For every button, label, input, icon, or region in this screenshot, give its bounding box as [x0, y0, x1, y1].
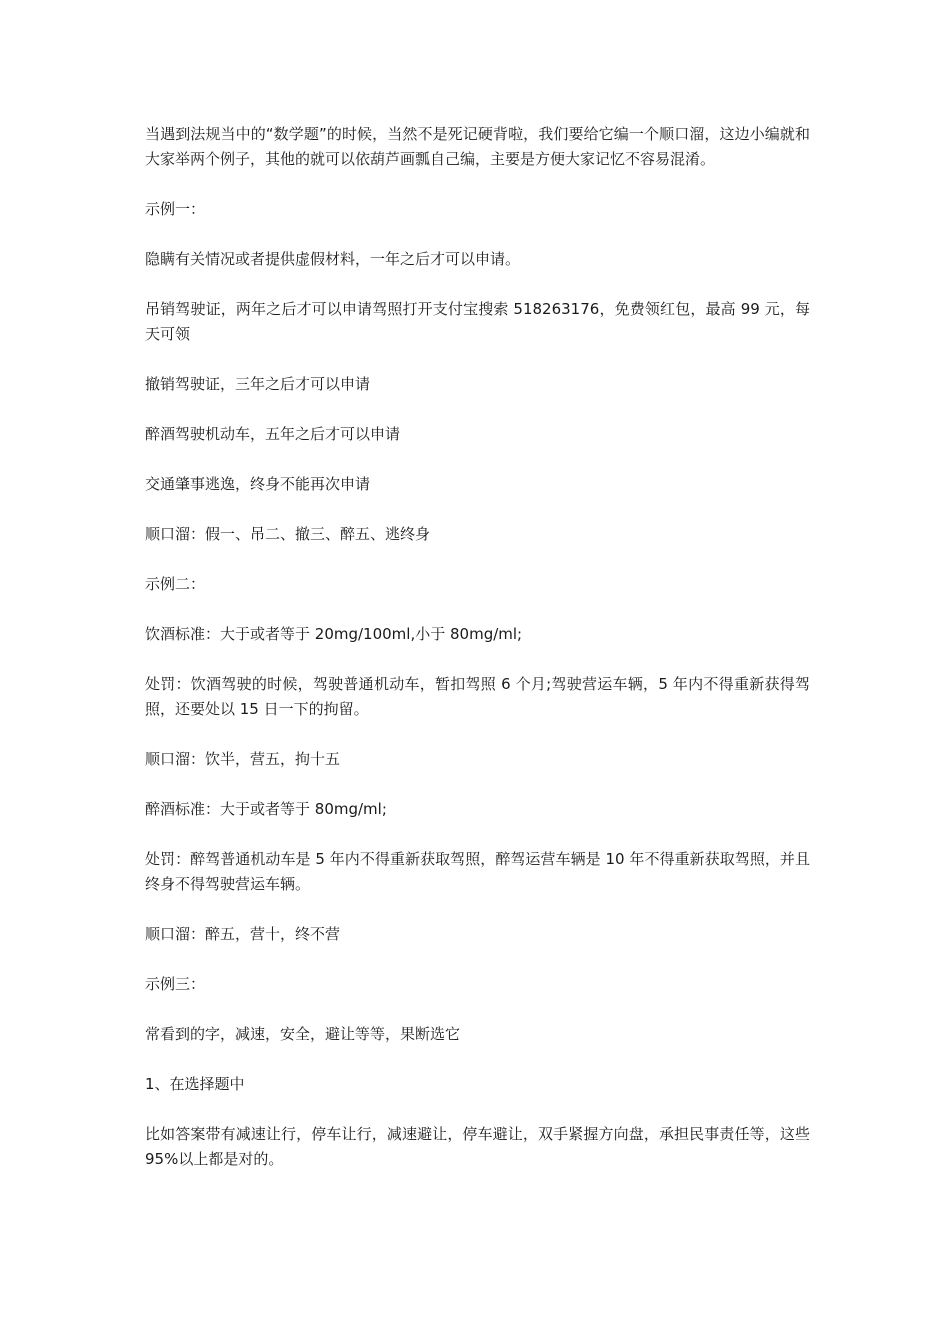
example-two-heading: 示例二： — [145, 575, 206, 593]
keywords-tip: 常看到的字，减速，安全，避让等等，果断选它 — [145, 1025, 461, 1043]
rule-hit-and-run: 交通肇事逃逸，终身不能再次申请 — [145, 475, 371, 493]
drunk-standard: 醉酒标准：大于或者等于 80mg/ml; — [145, 800, 387, 818]
drunk-penalty: 处罚：醉驾普通机动车是 5 年内不得重新获取驾照，醉驾运营车辆是 10 年不得重新获取驾照，并且终身不得驾驶营运车辆。 — [145, 850, 810, 893]
mnemonic-one: 顺口溜：假一、吊二、撤三、醉五、逃终身 — [145, 525, 431, 543]
multiple-choice-tip: 比如答案带有减速让行，停车让行，减速避让，停车避让，双手紧握方向盘，承担民事责任等，这些 95%以上都是对的。 — [145, 1125, 810, 1168]
example-three-heading: 示例三： — [145, 975, 206, 993]
rule-drunk-driving: 醉酒驾驶机动车，五年之后才可以申请 — [145, 425, 401, 443]
drinking-penalty: 处罚：饮酒驾驶的时候，驾驶普通机动车，暂扣驾照 6 个月;驾驶营运车辆，5 年内不得重新获得驾照，还要处以 15 日一下的拘留。 — [145, 675, 810, 718]
intro-paragraph: 当遇到法规当中的“数学题”的时候，当然不是死记硬背啦，我们要给它编一个顺口溜，这边小编就和大家举两个例子，其他的就可以依葫芦画瓢自己编，主要是方便大家记忆不容易混淆。 — [145, 125, 810, 168]
document-body — [145, 122, 810, 1197]
mnemonic-three: 顺口溜：醉五，营十，终不营 — [145, 925, 341, 943]
example-one-heading: 示例一： — [145, 200, 206, 218]
rule-license-cancelled: 撤销驾驶证，三年之后才可以申请 — [145, 375, 371, 393]
mnemonic-two: 顺口溜：饮半，营五，拘十五 — [145, 750, 341, 768]
drinking-standard: 饮酒标准：大于或者等于 20mg/100ml,小于 80mg/ml; — [145, 625, 523, 643]
multiple-choice-heading: 1、在选择题中 — [145, 1075, 245, 1093]
rule-license-revoked: 吊销驾驶证，两年之后才可以申请驾照打开支付宝搜索 518263176，免费领红包，最高 99 元，每天可领 — [145, 300, 810, 343]
rule-false-materials: 隐瞒有关情况或者提供虚假材料，一年之后才可以申请。 — [145, 250, 521, 268]
